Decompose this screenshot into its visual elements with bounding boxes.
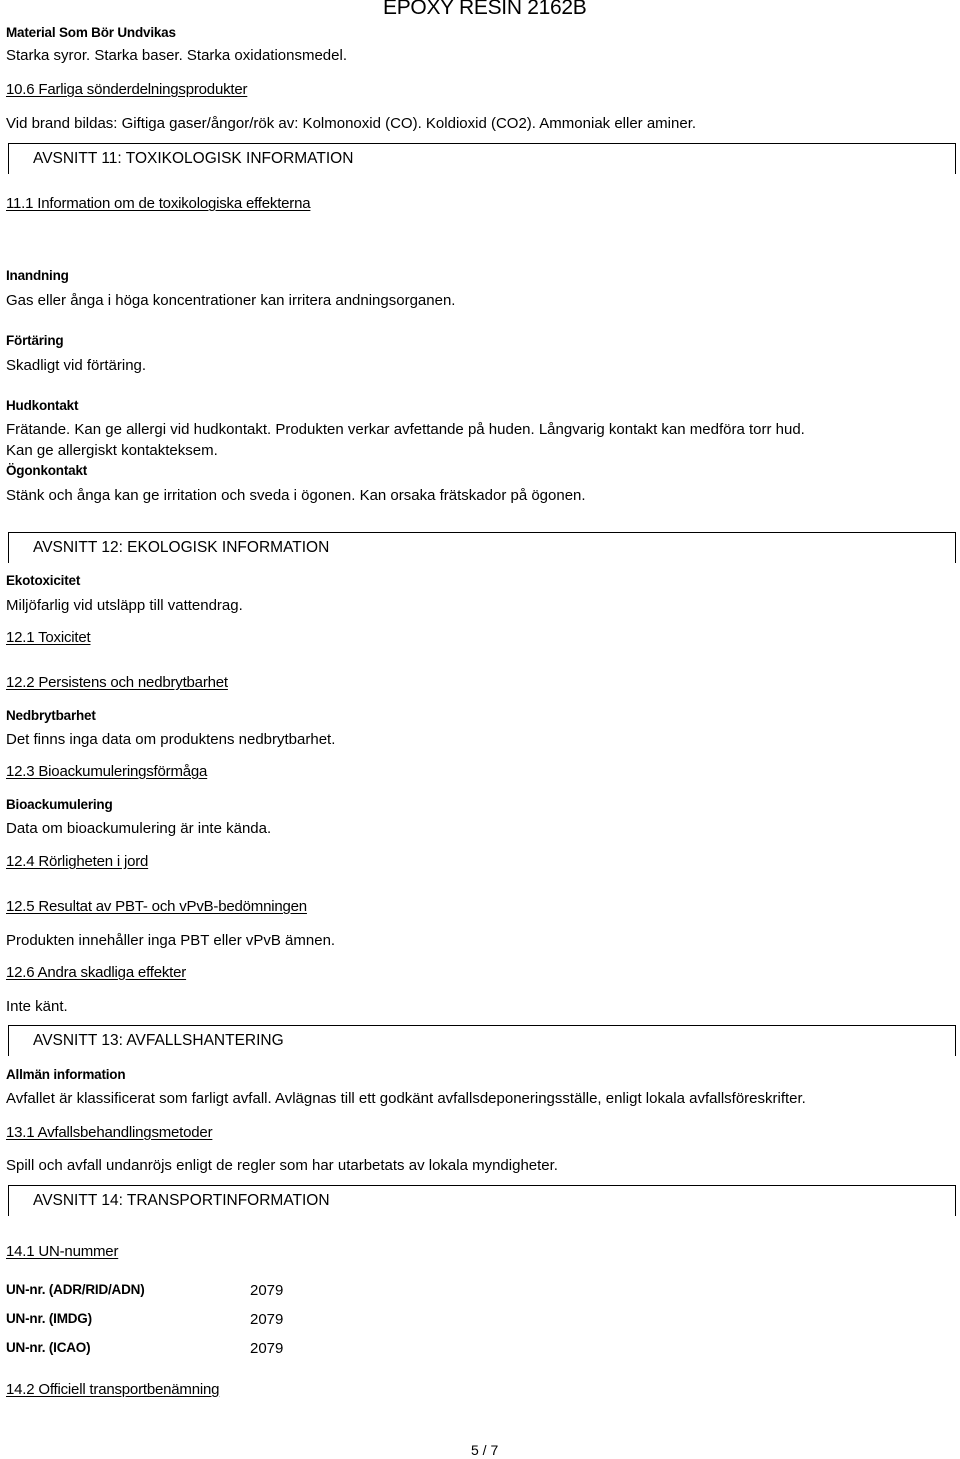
decomposition-heading: 10.6 Farliga sönderdelningsprodukter [6, 81, 248, 98]
ingestion-text: Skadligt vid förtäring. [6, 357, 147, 374]
disposal-methods-heading: 13.1 Avfallsbehandlingsmetoder [6, 1124, 213, 1141]
page-number: 5 / 7 [471, 1442, 499, 1458]
section-13-title: AVSNITT 13: AVFALLSHANTERING [33, 1032, 284, 1049]
inhalation-text: Gas eller ånga i höga koncentrationer kan irritera andningsorganen. [6, 292, 456, 309]
materials-to-avoid-text: Starka syror. Starka baser. Starka oxidationsmedel. [6, 47, 347, 64]
persistence-heading: 12.2 Persistens och nedbrytbarhet [6, 674, 228, 691]
un-row-value: 2079 [250, 1282, 284, 1299]
inhalation-label: Inandning [6, 268, 69, 283]
skin-contact-label: Hudkontakt [6, 398, 79, 413]
other-effects-heading: 12.6 Andra skadliga effekter [6, 964, 187, 981]
pbt-text: Produkten innehåller inga PBT eller vPvB ämnen. [6, 932, 336, 949]
un-number-heading: 14.1 UN-nummer [6, 1243, 119, 1260]
ecotoxicity-text: Miljöfarlig vid utsläpp till vattendrag. [6, 597, 243, 614]
eye-contact-label: Ögonkontakt [6, 463, 88, 478]
section-14-header [8, 1185, 956, 1216]
general-info-label: Allmän information [6, 1067, 126, 1082]
un-row-label: UN-nr. (ICAO) [6, 1340, 91, 1355]
general-info-text: Avfallet är klassificerat som farligt avfall. Avlägnas till ett godkänt avfallsdeponeringsställe, enligt lokala avfallsföreskrifter. [6, 1090, 806, 1107]
degradability-label: Nedbrytbarhet [6, 708, 96, 723]
shipping-name-heading: 14.2 Officiell transportbenämning [6, 1381, 220, 1398]
ingestion-label: Förtäring [6, 333, 64, 348]
section-13-header [8, 1025, 956, 1056]
tox-info-heading: 11.1 Information om de toxikologiska effekterna [6, 195, 311, 212]
section-11-title: AVSNITT 11: TOXIKOLOGISK INFORMATION [33, 150, 354, 167]
un-row-value: 2079 [250, 1311, 284, 1328]
other-effects-text: Inte känt. [6, 998, 68, 1015]
un-row-label: UN-nr. (ADR/RID/ADN) [6, 1282, 145, 1297]
pbt-heading: 12.5 Resultat av PBT- och vPvB-bedömningen [6, 898, 307, 915]
eye-contact-text: Stänk och ånga kan ge irritation och sveda i ögonen. Kan orsaka frätskador på ögonen. [6, 487, 586, 504]
materials-to-avoid-label: Material Som Bör Undvikas [6, 25, 176, 40]
bioaccumulation-text: Data om bioackumulering är inte kända. [6, 820, 272, 837]
section-12-header [8, 532, 956, 563]
section-14-title: AVSNITT 14: TRANSPORTINFORMATION [33, 1192, 330, 1209]
bioaccumulation-heading: 12.3 Bioackumuleringsförmåga [6, 763, 208, 780]
mobility-heading: 12.4 Rörligheten i jord [6, 853, 149, 870]
bioaccumulation-label: Bioackumulering [6, 797, 113, 812]
ecotoxicity-label: Ekotoxicitet [6, 573, 81, 588]
skin-contact-text-2: Kan ge allergiskt kontakteksem. [6, 442, 218, 459]
skin-contact-text-1: Frätande. Kan ge allergi vid hudkontakt. Produkten verkar avfettande på huden. Långvarig kontakt kan medföra torr hud. [6, 421, 805, 438]
disposal-methods-text: Spill och avfall undanröjs enligt de regler som har utarbetats av lokala myndigheter. [6, 1157, 558, 1174]
degradability-text: Det finns inga data om produktens nedbrytbarhet. [6, 731, 336, 748]
section-11-header [8, 143, 956, 174]
product-title: EPOXY RESIN 2162B [383, 0, 587, 19]
un-row-value: 2079 [250, 1340, 284, 1357]
section-12-title: AVSNITT 12: EKOLOGISK INFORMATION [33, 539, 330, 556]
toxicity-heading: 12.1 Toxicitet [6, 629, 91, 646]
un-row-label: UN-nr. (IMDG) [6, 1311, 92, 1326]
decomposition-text: Vid brand bildas: Giftiga gaser/ångor/rök av: Kolmonoxid (CO). Koldioxid (CO2). Ammoniak eller aminer. [6, 115, 697, 132]
